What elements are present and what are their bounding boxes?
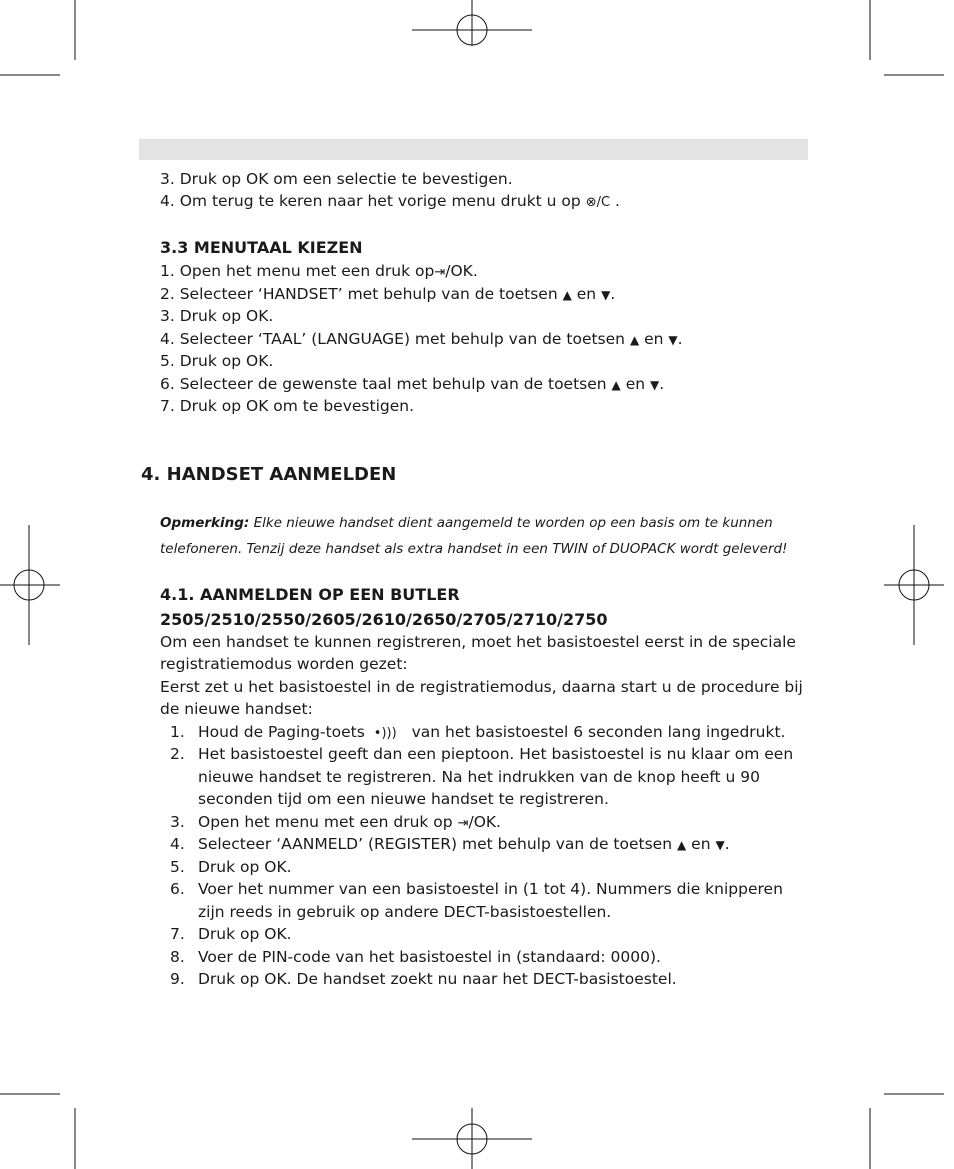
taal-step-6-text: 6. Selecteer de gewenste taal met behulp van de toetsen: [160, 375, 607, 393]
taal-step-2-text: 2. Selecteer ‘HANDSET’ met behulp van de toetsen: [160, 285, 558, 303]
note-label: Opmerking:: [160, 515, 250, 531]
heading-butler-1: 4.1. AANMELDEN OP EEN BUTLER: [160, 585, 460, 604]
taal-step-5: 5. Druk op OK.: [160, 352, 274, 370]
intro-step-4: [160, 190, 620, 214]
butler-item-4-a: Selecteer ‘AANMELD’ (REGISTER) met behulp van de toetsen: [198, 835, 673, 853]
down-arrow-icon: ▼: [650, 378, 660, 392]
butler-item-2a: Het basistoestel geeft dan een pieptoon. Het basistoestel is nu klaar om een: [198, 745, 794, 763]
butler-para-1a: Om een handset te kunnen registreren, moet het basistoestel eerst in de speciale: [160, 633, 796, 651]
butler-para-2b: de nieuwe handset:: [160, 700, 313, 718]
taal-step-2: 2. Selecteer ‘HANDSET’ met behulp van de toetsen ▲ en ▼.: [160, 285, 616, 303]
taal-step-6: 6. Selecteer de gewenste taal met behulp van de toetsen ▲ en ▼.: [160, 375, 665, 393]
intro-step-4-end: .: [615, 192, 620, 210]
butler-item-1-b: van het basistoestel 6 seconden lang ingedrukt.: [411, 723, 786, 741]
up-arrow-icon: ▲: [629, 333, 640, 347]
butler-item-3: [198, 811, 501, 835]
menu-key-icon: ⇥: [434, 265, 446, 280]
header-band: [139, 139, 808, 160]
butler-num-1: 1.: [170, 723, 185, 741]
note-text-1: Elke nieuwe handset dient aangemeld te worden op een basis om te kunnen: [249, 515, 773, 531]
butler-item-4-en: en: [691, 835, 711, 853]
taal-step-1: [160, 260, 478, 284]
butler-num-2: 2.: [170, 745, 185, 763]
down-arrow-icon: ▼: [715, 838, 725, 852]
butler-num-8: 8.: [170, 948, 185, 966]
heading-butler-2: 2505/2510/2550/2605/2610/2650/2705/2710/2750: [160, 610, 608, 629]
taal-step-4-text: 4. Selecteer ‘TAAL’ (LANGUAGE) met behulp van de toetsen: [160, 330, 625, 348]
intro-step-4-text: 4. Om terug te keren naar het vorige menu drukt u op: [160, 192, 581, 210]
butler-num-3: 3.: [170, 813, 185, 831]
taal-step-3: 3. Druk op OK.: [160, 307, 274, 325]
note-line-1: [160, 513, 773, 533]
up-arrow-icon: ▲: [562, 288, 572, 302]
taal-step-4-en: en: [644, 330, 664, 348]
butler-num-9: 9.: [170, 970, 185, 988]
butler-item-6a: Voer het nummer van een basistoestel in (1 tot 4). Nummers die knipperen: [198, 880, 783, 898]
butler-item-2c: seconden tijd om een nieuwe handset te registreren.: [198, 790, 609, 808]
heading-menutaal: 3.3 MENUTAAL KIEZEN: [160, 238, 363, 257]
taal-step-1-ok: /OK.: [445, 262, 478, 280]
up-arrow-icon: ▲: [611, 378, 621, 392]
intro-step-3: 3. Druk op OK om een selectie te bevestigen.: [160, 170, 513, 188]
paging-key-icon: •))): [373, 726, 397, 741]
menu-key-icon: ⇥: [457, 816, 469, 831]
clear-key-icon: ⊗/C: [585, 195, 611, 210]
taal-step-7: 7. Druk op OK om te bevestigen.: [160, 397, 415, 415]
taal-step-1-text: 1. Open het menu met een druk op: [160, 262, 435, 280]
taal-step-6-en: en: [625, 375, 646, 393]
butler-item-5: Druk op OK.: [198, 858, 292, 876]
butler-para-1b: registratiemodus worden gezet:: [160, 655, 408, 673]
butler-num-4: 4.: [170, 835, 185, 853]
butler-item-4: [198, 833, 730, 856]
up-arrow-icon: ▲: [676, 838, 687, 852]
butler-num-6: 6.: [170, 880, 185, 898]
butler-item-2b: nieuwe handset te registreren. Na het indrukken van de knop heeft u 90: [198, 768, 761, 786]
butler-num-5: 5.: [170, 858, 185, 876]
butler-item-9: Druk op OK. De handset zoekt nu naar het DECT-basistoestel.: [198, 970, 677, 988]
taal-step-2-en: en: [576, 285, 597, 303]
note-line-2: telefoneren. Tenzij deze handset als extra handset in een TWIN of DUOPACK wordt geleverd!: [160, 541, 788, 557]
butler-item-4-dot: .: [724, 835, 730, 853]
butler-item-7: Druk op OK.: [198, 925, 292, 943]
butler-num-7: 7.: [170, 925, 185, 943]
butler-para-2a: Eerst zet u het basistoestel in de registratiemodus, daarna start u de procedure bij: [160, 678, 803, 696]
butler-item-8: Voer de PIN-code van het basistoestel in (standaard: 0000).: [198, 948, 661, 966]
butler-item-3-b: /OK.: [468, 813, 501, 831]
butler-item-1: [198, 721, 785, 745]
down-arrow-icon: ▼: [668, 333, 678, 347]
butler-item-6b: zijn reeds in gebruik op andere DECT-basistoestellen.: [198, 903, 612, 921]
taal-step-4: 4. Selecteer ‘TAAL’ (LANGUAGE) met behulp van de toetsen ▲ en ▼.: [160, 330, 683, 348]
butler-item-1-a: Houd de Paging-toets: [198, 723, 365, 741]
butler-item-3-a: Open het menu met een druk op: [198, 813, 453, 831]
heading-handset-aanmelden: 4. HANDSET AANMELDEN: [141, 464, 397, 485]
down-arrow-icon: ▼: [601, 288, 611, 302]
